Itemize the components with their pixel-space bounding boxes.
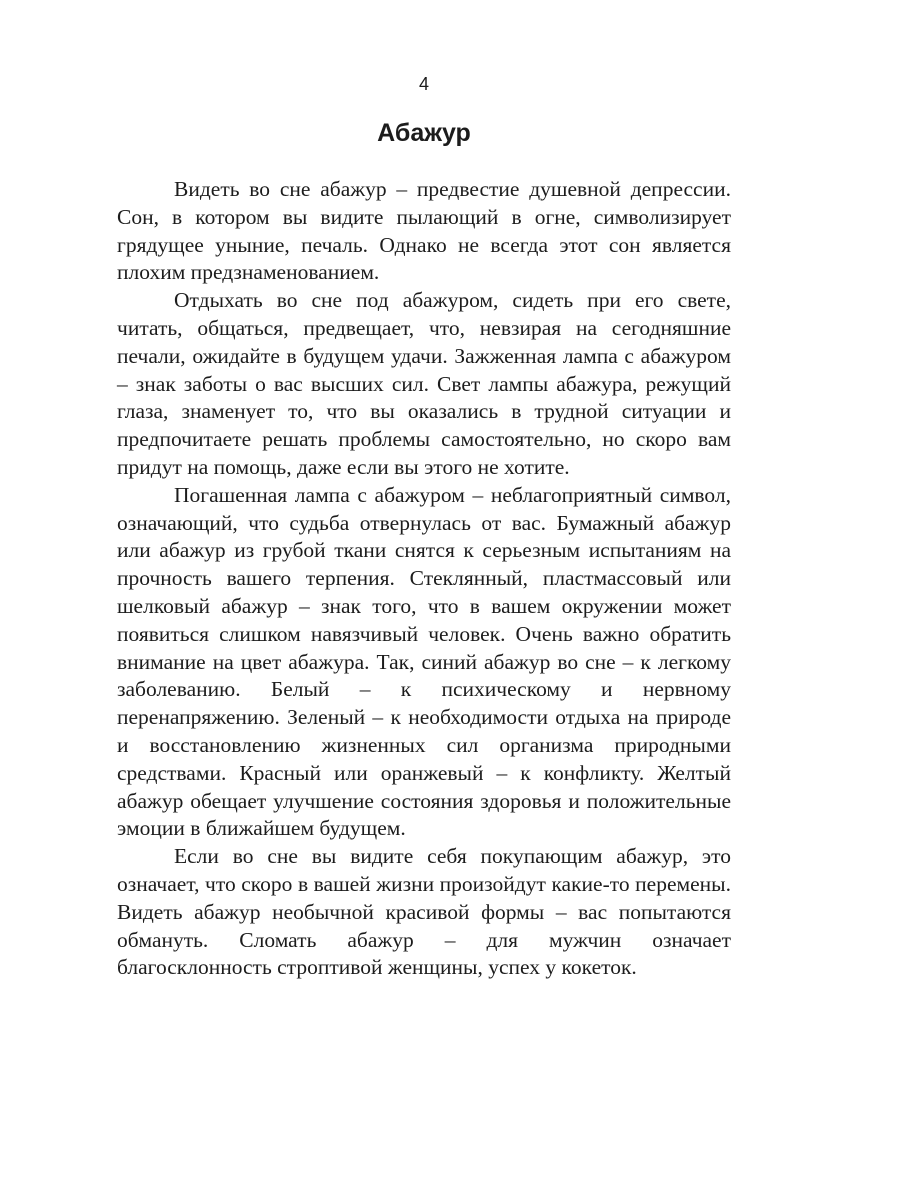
paragraph-3: Погашенная лампа с абажуром – неблагоприятный символ, означающий, что судьба отвернулась от вас. Бумажный абажур или абажур из грубой ткани снятся к серьезным испытаниям на прочность вашего терпения. Стеклянный, пластмассовый или шелковый абажур – знак того, что в вашем окружении может появиться слишком навязчивый человек. Очень важно обратить внимание на цвет абажура. Так, синий абажур во сне – к легкому заболеванию. Белый – к психическому и нервному перенапряжению. Зеленый – к необходимости отдыха на природе и восстановлению жизненных сил организма природными средствами. Красный или оранжевый – к конфликту. Желтый абажур обещает улучшение состояния здоровья и положительные эмоции в ближайшем будущем. xyxy=(117,482,731,841)
paragraph-2: Отдыхать во сне под абажуром, сидеть при его свете, читать, общаться, предвещает, что, невзирая на сегодняшние печали, ожидайте в будущем удачи. Зажженная лампа с абажуром – знак заботы о вас высших сил. Свет лампы абажура, режущий глаза, знаменует то, что вы оказались в трудной ситуации и предпочитаете решать проблемы самостоятельно, но скоро вам придут на помощь, даже если вы этого не хотите. xyxy=(117,288,731,479)
paragraph-1: Видеть во сне абажур – предвестие душевной депрессии. Сон, в котором вы видите пылающий в огне, символизирует грядущее уныние, печаль. Однако не всегда этот сон является плохим предзнаменованием. xyxy=(117,177,731,285)
paragraph-4: Если во сне вы видите себя покупающим абажур, это означает, что скоро в вашей жизни произойдут какие-то перемены. Видеть абажур необычной красивой формы – вас попытаются обмануть. Сломать абажур – для мужчин означает благосклонность строптивой женщины, успех у кокеток. xyxy=(117,844,731,980)
article-title: Абажур xyxy=(377,119,471,147)
book-page xyxy=(117,0,731,1200)
page-number: 4 xyxy=(418,74,429,94)
article-body xyxy=(117,176,731,982)
